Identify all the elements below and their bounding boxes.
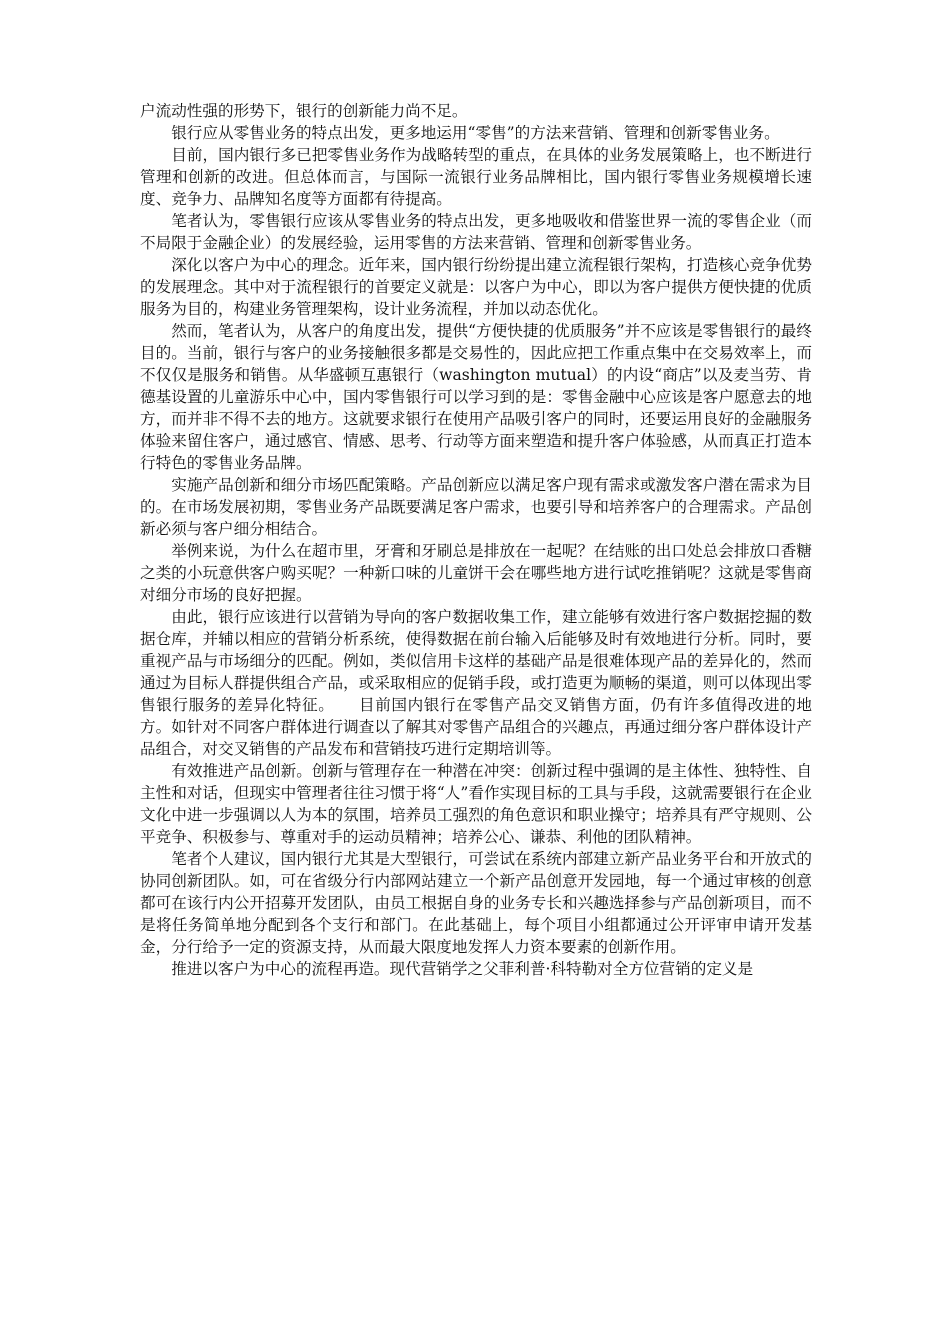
paragraph: 银行应从零售业务的特点出发，更多地运用“零售”的方法来营销、管理和创新零售业务。 — [171, 124, 780, 142]
paragraph: 笔者认为，零售银行应该从零售业务的特点出发，更多地吸收和借鉴世界一流的零售企业（而不局限于金融企业）的发展经验，运用零售的方法来营销、管理和创新零售业务。 — [140, 212, 812, 252]
paragraph: 由此，银行应该进行以营销为导向的客户数据收集工作，建立能够有效进行客户数据挖掘的数据仓库，并辅以相应的营销分析系统，使得数据在前台输入后能够及时有效地进行分析。同时，要重视产品与市场细分的匹配。例如，类似信用卡这样的基础产品是很难体现产品的差异化的，然而通过为目标人群提供组合产品，或采取相应的促销手段，或打造更为顺畅的渠道，则可以体现出零售银行服务的差异化特征。 目前国内银行在零售产品交叉销售方面，仍有许多值得改进的地方。如针对不同客户群体进行调查以了解其对零售产品组合的兴趣点，再通过细分客户群体设计产品组合，对交叉销售的产品发布和营销技巧进行定期培训等。 — [140, 608, 812, 758]
paragraph: 举例来说，为什么在超市里，牙膏和牙刷总是排放在一起呢？在结账的出口处总会排放口香糖之类的小玩意供客户购买呢？一种新口味的儿童饼干会在哪些地方进行试吃推销呢？这就是零售商对细分市场的良好把握。 — [140, 542, 812, 604]
paragraph: 深化以客户为中心的理念。近年来，国内银行纷纷提出建立流程银行架构，打造核心竞争优势的发展理念。其中对于流程银行的首要定义就是：以客户为中心，即以为客户提供方便快捷的优质服务为目的，构建业务管理架构，设计业务流程，并加以动态优化。 — [140, 256, 812, 318]
paragraph: 有效推进产品创新。创新与管理存在一种潜在冲突：创新过程中强调的是主体性、独特性、自主性和对话，但现实中管理者往往习惯于将“人”看作实现目标的工具与手段，这就需要银行在企业文化中进一步强调以人为本的氛围，培养员工强烈的角色意识和职业操守；培养具有严守规则、公平竞争、积极参与、尊重对手的运动员精神；培养公心、谦恭、利他的团队精神。 — [140, 762, 812, 846]
document-body — [140, 100, 812, 980]
paragraph: 然而，笔者认为，从客户的角度出发，提供“方便快捷的优质服务”并不应该是零售银行的最终目的。当前，银行与客户的业务接触很多都是交易性的，因此应把工作重点集中在交易效率上，而不仅仅是服务和销售。从华盛顿互惠银行（washington mutual）的内设“商店”以及麦当劳、肯德基设置的儿童游乐中心中，国内零售银行可以学习到的是：零售金融中心应该是客户愿意去的地方，而并非不得不去的地方。这就要求银行在使用产品吸引客户的同时，还要运用良好的金融服务体验来留住客户，通过感官、情感、思考、行动等方面来塑造和提升客户体验感，从而真正打造本行特色的零售业务品牌。 — [140, 322, 812, 472]
paragraph: 户流动性强的形势下，银行的创新能力尚不足。 — [140, 102, 468, 120]
paragraph: 目前，国内银行多已把零售业务作为战略转型的重点，在具体的业务发展策略上，也不断进行管理和创新的改进。但总体而言，与国际一流银行业务品牌相比，国内银行零售业务规模增长速度、竞争力、品牌知名度等方面都有待提高。 — [140, 146, 812, 208]
paragraph: 实施产品创新和细分市场匹配策略。产品创新应以满足客户现有需求或激发客户潜在需求为目的。在市场发展初期，零售业务产品既要满足客户需求，也要引导和培养客户的合理需求。产品创新必须与客户细分相结合。 — [140, 476, 812, 538]
paragraph: 笔者个人建议，国内银行尤其是大型银行，可尝试在系统内部建立新产品业务平台和开放式的协同创新团队。如，可在省级分行内部网站建立一个新产品创意开发园地，每一个通过审核的创意都可在该行内公开招募开发团队，由员工根据自身的业务专长和兴趣选择参与产品创新项目，而不是将任务简单地分配到各个支行和部门。在此基础上，每个项目小组都通过公开评审申请开发基金，分行给予一定的资源支持，从而最大限度地发挥人力资本要素的创新作用。 — [140, 850, 812, 956]
paragraph: 推进以客户为中心的流程再造。现代营销学之父菲利普·科特勒对全方位营销的定义是 — [171, 960, 754, 978]
